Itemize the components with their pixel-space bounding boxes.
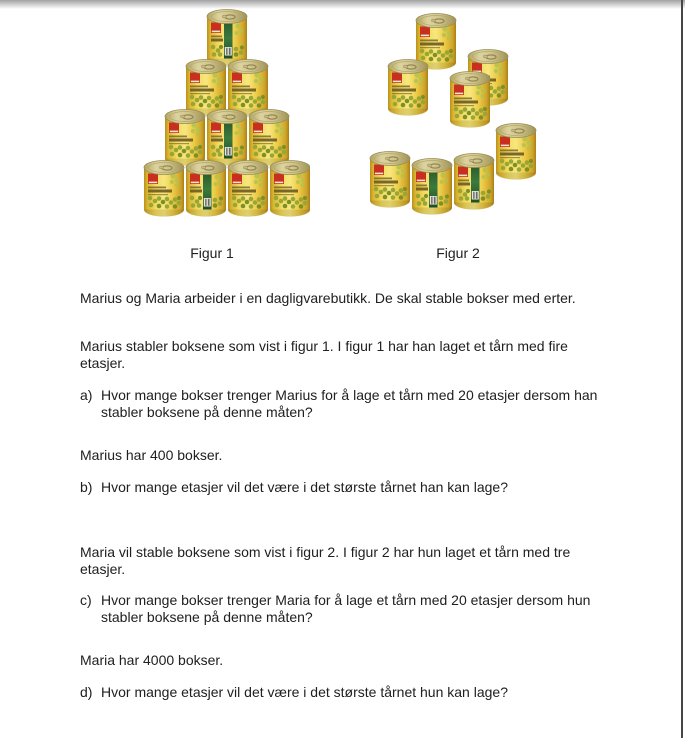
pea-can	[412, 159, 452, 215]
pea-can	[186, 60, 226, 116]
question-line: stabler boksene på denne måten?	[101, 404, 313, 420]
paragraph-intro-text: Marius og Maria arbeider i en dagligvarebutikk. De skal stable bokser med erter.	[80, 290, 576, 306]
paragraph-line: Maria har 4000 bokser.	[80, 652, 224, 668]
question-b-label: b)	[80, 479, 93, 495]
question-a	[80, 387, 597, 421]
pea-can	[144, 161, 184, 217]
pea-can	[388, 60, 428, 116]
question-line: Hvor mange bokser trenger Maria for å lage et tårn med 20 etasjer dersom hun	[101, 592, 591, 608]
question-d-label: d)	[80, 684, 93, 700]
pea-can	[249, 110, 289, 166]
paragraph-maria-4000	[80, 652, 223, 669]
question-a-label: a)	[80, 387, 93, 403]
pea-can	[207, 10, 247, 66]
paragraph-line: etasjer.	[80, 561, 126, 577]
paragraph-line: Marius stabler boksene som vist i figur 1. I figur 1 har han laget et tårn med fire	[80, 338, 568, 354]
paragraph-marius-figur1	[80, 338, 568, 372]
pea-can	[454, 154, 494, 210]
paragraph-maria-figur2	[80, 544, 570, 578]
question-b	[80, 479, 508, 496]
can-stack-figure-1	[142, 8, 310, 218]
question-line: Hvor mange etasjer vil det være i det største tårnet han kan lage?	[101, 479, 508, 495]
question-b-text	[101, 479, 508, 496]
figure-1-caption: Figur 1	[190, 245, 234, 261]
pea-can	[370, 152, 410, 208]
pea-can	[270, 161, 310, 217]
figure-1-image	[142, 8, 310, 218]
pea-can	[228, 161, 268, 217]
question-line: Hvor mange bokser trenger Marius for å lage et tårn med 20 etasjer dersom han	[101, 387, 598, 403]
paragraph-intro	[80, 290, 576, 307]
paragraph-line: Marius har 400 bokser.	[80, 447, 223, 463]
question-line: Hvor mange etasjer vil det være i det største tårnet hun kan lage?	[101, 684, 508, 700]
pea-can	[496, 124, 536, 180]
paragraph-line: Maria vil stable boksene som vist i figur 2. I figur 2 har hun laget et tårn med tre	[80, 544, 571, 560]
top-shadow	[0, 0, 685, 9]
question-a-text	[101, 387, 597, 421]
figure-2-caption: Figur 2	[436, 245, 480, 261]
can-stack-figure-2	[368, 12, 540, 217]
question-c	[80, 592, 590, 626]
pea-can	[228, 60, 268, 116]
question-c-label: c)	[80, 592, 92, 608]
pea-can	[186, 161, 226, 217]
question-line: stabler boksene på denne måten?	[101, 609, 313, 625]
question-d-text	[101, 684, 508, 701]
figure-2-image	[368, 12, 540, 217]
pea-can	[450, 72, 490, 128]
page-right-border	[681, 0, 683, 738]
paragraph-line: etasjer.	[80, 355, 126, 371]
question-c-text	[101, 592, 590, 626]
paragraph-marius-400	[80, 447, 222, 464]
question-d	[80, 684, 508, 701]
pea-can	[165, 110, 205, 166]
pea-can	[207, 110, 247, 166]
